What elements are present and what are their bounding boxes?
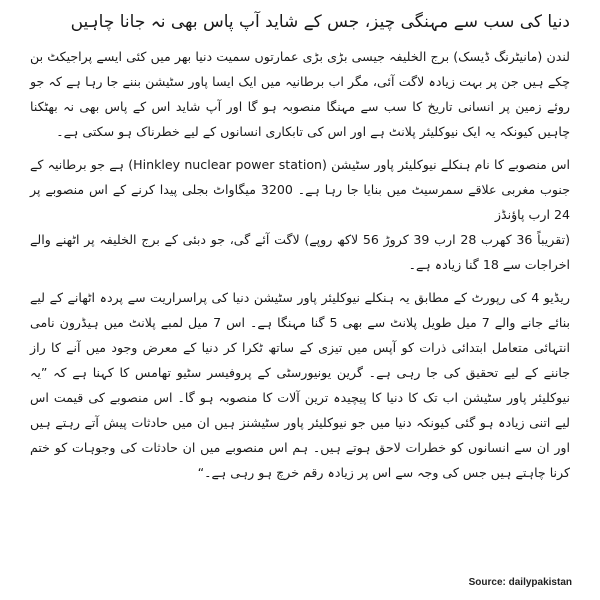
article-paragraph-intro: لندن (مانیٹرنگ ڈیسک) برج الخلیفہ جیسی بڑی بڑی عمارتوں سمیت دنیا بھر میں کئی ایسے پراجیکٹ بن چکے ہیں جن پر بہت زیادہ لاگت آئی، مگر اب برطانیہ میں ایک ایسا پاور سٹیشن بننے جا رہا ہے کہ جو روئے زمین پر انسانی تاریخ کا سب سے مہنگا منصوبہ ہو گا اور آپ شاید اس کے پاس بھی نہ بھٹکنا چاہیں کیونکہ یہ ایک نیوکلیئر پلانٹ ہے اور اس کی تابکاری انسانوں کے لیے خطرناک ہو سکتی ہے۔ bbox=[30, 49, 570, 139]
article-paragraph-report: ریڈیو 4 کی رپورٹ کے مطابق یہ ہنکلے نیوکلیئر پاور سٹیشن دنیا کی پراسراریت سے پردہ اٹھانے کے لیے بنائے جانے والے 7 میل طویل پلانٹ سے بھی 5 گنا مہنگا ہے۔ اس 7 میل لمبے پلانٹ میں ہیڈرون نامی انتہائی متعامل ابتدائی ذرات کو آپس میں تیزی کے ساتھ ٹکرا کر دنیا کے معرض وجود میں آنے کا راز جاننے کے لیے تحقیق کی جا رہی ہے۔ گرین یونیورسٹی کے پروفیسر سٹیو تھامس کا کہنا ہے کہ ”یہ نیوکلیئر پاور سٹیشن اب تک کا دنیا کا پیچیدہ ترین آلات کا منصوبہ ہو گا۔ اس منصوبے کی قیمت اس لیے اتنی زیادہ ہو گئی کیونکہ دنیا میں جو نیوکلیئر پاور سٹیشنز ہیں ان میں حادثات پیش آتے رہتے ہیں اور ان سے انسانوں کو خطرات لاحق ہوتے ہیں۔ ہم اس منصوبے میں ان حادثات کی وجوہات کو ختم کرنا چاہتے ہیں جس کی وجہ سے اس پر زیادہ رقم خرچ ہو رہی ہے۔“ bbox=[30, 290, 570, 480]
article bbox=[30, 8, 570, 600]
article-paragraph-cost: (تقریباً 36 کھرب 28 ارب 39 کروڑ 56 لاکھ روپے) لاگت آئے گی، جو دبئی کے برج الخلیفہ پر اٹھنے والے اخراجات سے 18 گنا زیادہ ہے۔ bbox=[30, 232, 570, 272]
article-paragraph-project: اس منصوبے کا نام ہنکلے نیوکلیئر پاور سٹیشن (Hinkley nuclear power station) ہے جو برطانیہ کے جنوب مغربی علاقے سمرسیٹ میں بنایا جا رہا ہے۔ 3200 میگاواٹ بجلی پیدا کرنے کے اس منصوبے پر 24 ارب پاؤنڈز bbox=[30, 157, 570, 222]
source-credit: Source: dailypakistan bbox=[468, 577, 572, 588]
article-title: دنیا کی سب سے مہنگی چیز، جس کے شاید آپ پاس بھی نہ جانا چاہیں bbox=[70, 12, 570, 32]
